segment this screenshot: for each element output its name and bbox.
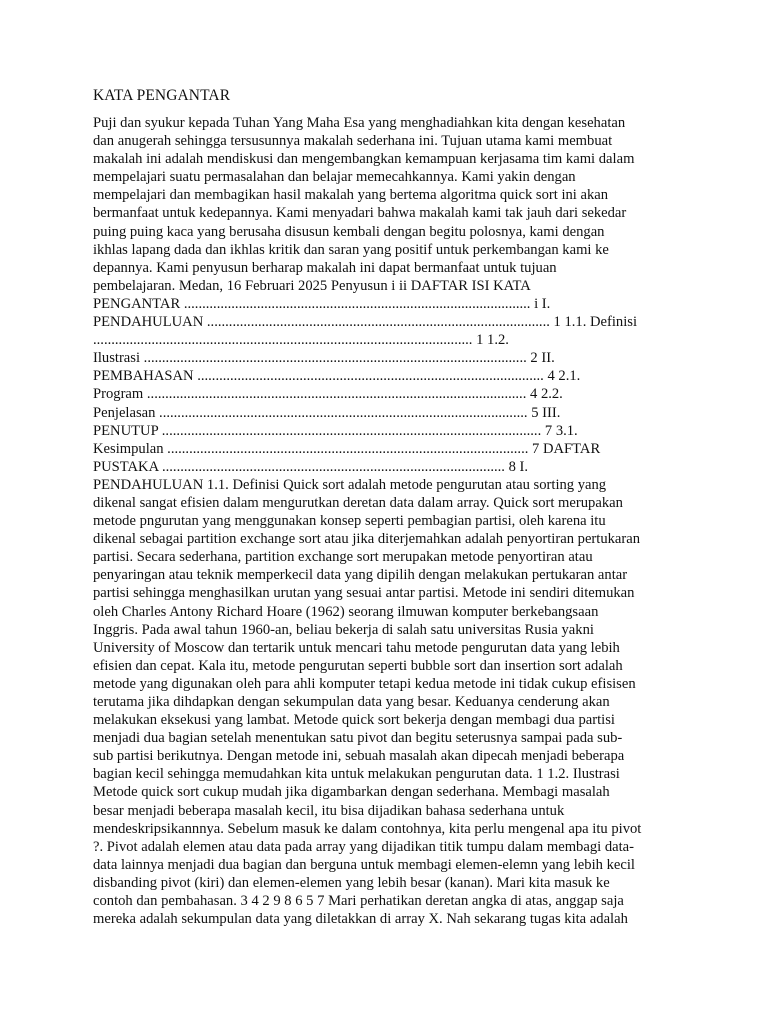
- toc-line: Program ........................................................................................................ 4 2.2.: [93, 386, 563, 403]
- toc-line: PENGANTAR ............................................................................................... i I.: [93, 295, 551, 312]
- text-line: dikenal sebagai partition exchange sort atau jika diterjemahkan adalah penyortiran pertukaran: [93, 531, 641, 548]
- text-line: puing puing kaca yang berusaha disusun kembali dengan begitu polosnya, kami dengan: [93, 223, 605, 240]
- text-line: dikenal sangat efisien dalam mengurutkan deretan data dalam array. Quick sort merupakan: [93, 494, 623, 511]
- text-line: oleh Charles Antony Richard Hoare (1962) seorang ilmuwan komputer berkebangsaan: [93, 603, 599, 620]
- text-line: makalah ini adalah mendiskusi dan mengembangkan kemampuan kerjasama tim kami dalam: [93, 151, 635, 168]
- text-line: metode yang digunakan oleh para ahli komputer tetapi kedua metode ini tidak cukup efisisen: [93, 675, 636, 692]
- text-line: Inggris. Pada awal tahun 1960-an, beliau bekerja di salah satu universitas Rusia yakni: [93, 621, 594, 638]
- text-line: data lainnya menjadi dua bagian dan berguna untuk membagi elemen-elemn yang lebih kecil: [93, 856, 635, 873]
- text-line: ikhlas lapang dada dan ikhlas kritik dan saran yang positif untuk perkembangan kami ke: [93, 241, 609, 258]
- text-line: efisien dan cepat. Kala itu, metode pengurutan seperti bubble sort dan insertion sort adalah: [93, 657, 623, 674]
- text-line: Metode quick sort cukup mudah jika digambarkan dengan sederhana. Membagi masalah: [93, 784, 610, 801]
- text-line: disbanding pivot (kiri) dan elemen-elemen yang lebih besar (kanan). Mari kita masuk ke: [93, 874, 610, 891]
- text-line: pembelajaran. Medan, 16 Februari 2025 Penyusun i ii DAFTAR ISI KATA: [93, 277, 531, 294]
- toc-line: PUSTAKA .............................................................................................. 8 I.: [93, 458, 529, 475]
- text-line: menjadi dua bagian setelah menentukan satu pivot dan begitu seterusnya sampai pada sub-: [93, 730, 623, 747]
- toc-line: PENUTUP ........................................................................................................ 7 3.1.: [93, 422, 578, 439]
- text-line: penyaringan atau teknik memperkecil data yang dipilih dengan melakukan pertukaran antar: [93, 567, 628, 584]
- text-line: [93, 928, 693, 946]
- text-line: ?. Pivot adalah elemen atau data pada array yang dijadikan titik tumpu dalam membagi data-: [93, 838, 634, 855]
- text-line: depannya. Kami penyusun berharap makalah ini dapat bermanfaat untuk tujuan: [93, 259, 557, 276]
- body-text: [93, 114, 693, 946]
- text-line: mereka adalah sekumpulan data yang diletakkan di array X. Nah sekarang tugas kita adalah: [93, 911, 628, 928]
- toc-line: Kesimpulan ................................................................................................... 7 DAFTAR: [93, 440, 601, 457]
- page-title: KATA PENGANTAR: [93, 87, 231, 104]
- text-line: partisi. Secara sederhana, partition exchange sort merupakan metode penyortiran atau: [93, 549, 593, 566]
- text-line: terutama jika dihdapkan dengan sekumpulan data yang besar. Keduanya cenderung akan: [93, 694, 610, 710]
- text-line: bagian kecil sehingga memudahkan kita untuk melakukan pengurutan data. 1 1.2. Ilustrasi: [93, 766, 620, 783]
- text-line: University of Moscow dan tertarik untuk mencari tahu metode pengurutan data yang lebih: [93, 639, 620, 656]
- text-line: mempelajari suatu permasalahan dan belajar memecahkannya. Kami yakin dengan: [93, 169, 576, 186]
- text-line: contoh dan pembahasan. 3 4 2 9 8 6 5 7 Mari perhatikan deretan angka di atas, anggap saja: [93, 893, 624, 910]
- text-line: PENDAHULUAN 1.1. Definisi Quick sort adalah metode pengurutan atau sorting yang: [93, 476, 607, 493]
- text-line: partisi sehingga menghasilkan urutan yang sesuai antar partisi. Metode ini sendiri ditemukan: [93, 585, 635, 602]
- text-line: bermanfaat untuk kedepannya. Kami menyadari bahwa makalah kami tak jauh dari sekedar: [93, 205, 627, 222]
- text-line: mendeskripsikannnya. Sebelum masuk ke dalam contohnya, kita perlu mengenal apa itu pivot: [93, 820, 642, 837]
- text-line: melakukan eksekusi yang lambat. Metode quick sort bekerja dengan membagi dua partisi: [93, 712, 615, 729]
- toc-line: PENDAHULUAN .............................................................................................. 1 1.1. Definisi: [93, 314, 638, 331]
- toc-line: PEMBAHASAN ............................................................................................... 4 2.1.: [93, 368, 581, 385]
- text-line: metode pngurutan yang menggunakan konsep seperti pembagian partisi, oleh karena itu: [93, 513, 606, 530]
- text-line: dan anugerah sehingga tersusunnya makalah sederhana ini. Tujuan utama kami membuat: [93, 133, 613, 150]
- text-line: sub partisi berikutnya. Dengan metode ini, sebuah masalah akan dipecah menjadi beberapa: [93, 748, 625, 765]
- toc-line: ........................................................................................................ 1 1.2.: [93, 332, 509, 349]
- toc-line: Penjelasan ..................................................................................................... 5 III.: [93, 404, 561, 421]
- text-line: Puji dan syukur kepada Tuhan Yang Maha Esa yang menghadiahkan kita dengan kesehatan: [93, 115, 626, 131]
- text-line: mempelajari dan membagikan hasil makalah yang bertema algoritma quick sort ini akan: [93, 187, 609, 204]
- toc-line: Ilustrasi ......................................................................................................... 2 II.: [93, 350, 555, 367]
- text-line: besar menjadi beberapa masalah kecil, itu bisa dijadikan bahasa sederhana untuk: [93, 802, 565, 819]
